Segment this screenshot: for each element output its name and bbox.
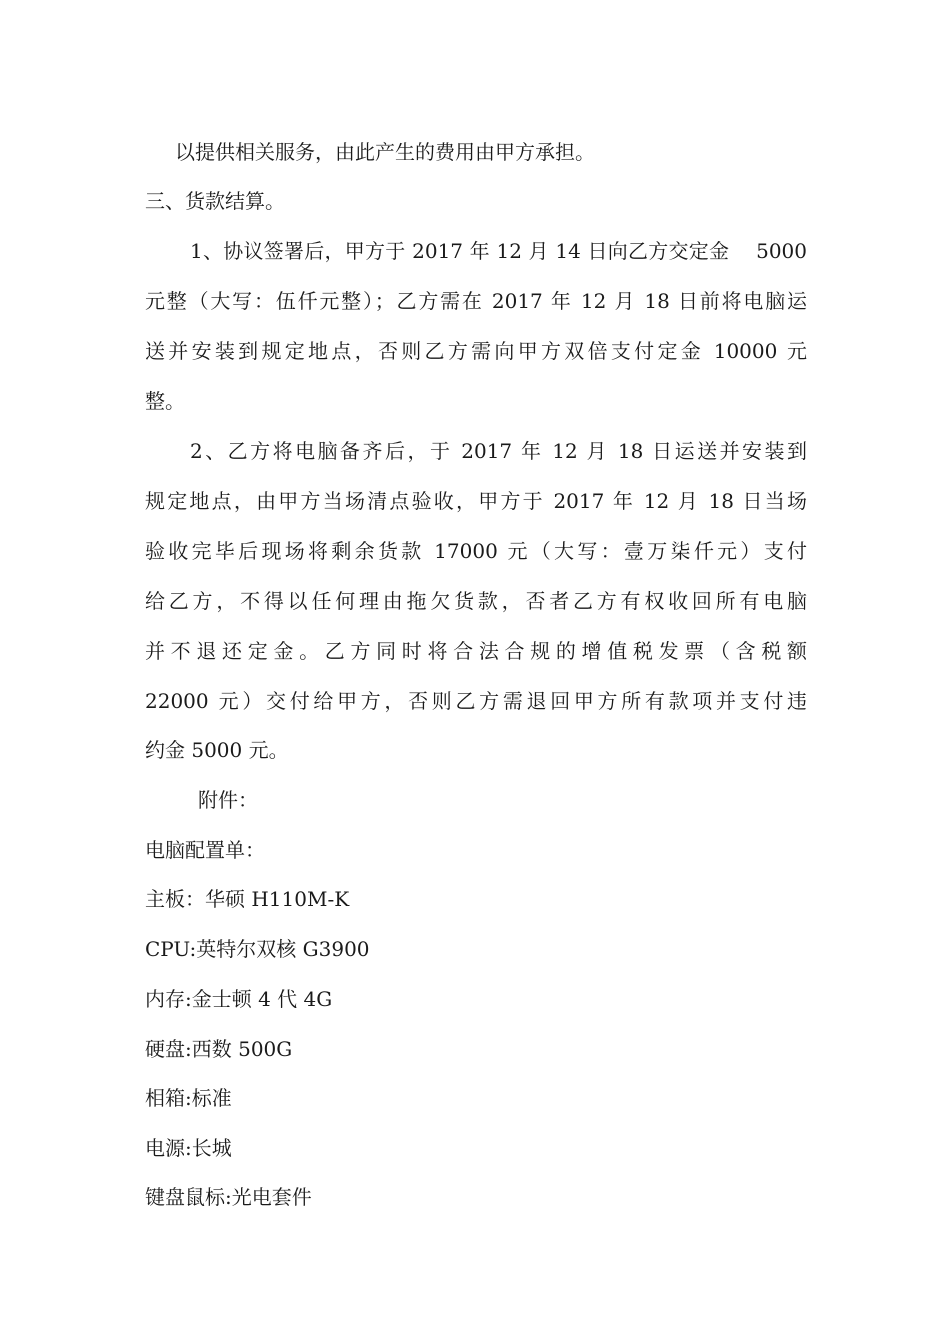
config-list-title: 电脑配置单： [145,838,265,862]
config-item-case: 相箱:标准 [145,1086,232,1110]
config-item-keyboard-mouse: 键盘鼠标:光电套件 [145,1185,312,1209]
config-item-motherboard: 主板：华硕 H110M-K [145,887,350,911]
section-heading: 三、货款结算。 [145,189,285,213]
paragraph-line: 并不退还定金。乙方同时将合法合规的增值税发票（含税额 [145,639,807,663]
config-item-power: 电源:长城 [145,1136,232,1160]
paragraph-line: 约金 5000 元。 [145,738,289,762]
paragraph-line: 验收完毕后现场将剩余货款 17000 元（大写：壹万柒仟元）支付 [145,539,807,563]
config-item-disk: 硬盘:西数 500G [145,1037,293,1061]
paragraph-line: 元整（大写：伍仟元整）；乙方需在 2017 年 12 月 18 日前将电脑运 [145,289,807,313]
attachment-heading: 附件： [198,788,258,812]
paragraph-line: 22000 元）交付给甲方，否则乙方需退回甲方所有款项并支付违 [145,689,807,713]
paragraph-line: 2、乙方将电脑备齐后，于 2017 年 12 月 18 日运送并安装到 [190,439,807,463]
paragraph-line: 送并安装到规定地点，否则乙方需向甲方双倍支付定金 10000 元 [145,339,807,363]
paragraph-line: 1、协议签署后，甲方于 2017 年 12 月 14 日向乙方交定金 5000 [190,239,807,263]
paragraph-line: 给乙方，不得以任何理由拖欠货款，否者乙方有权收回所有电脑 [145,589,807,613]
paragraph-line: 整。 [145,389,185,413]
paragraph-line: 以提供相关服务，由此产生的费用由甲方承担。 [175,140,595,164]
config-item-cpu: CPU:英特尔双核 G3900 [145,937,370,961]
config-item-memory: 内存:金士顿 4 代 4G [145,987,333,1011]
paragraph-line: 规定地点，由甲方当场清点验收，甲方于 2017 年 12 月 18 日当场 [145,489,807,513]
